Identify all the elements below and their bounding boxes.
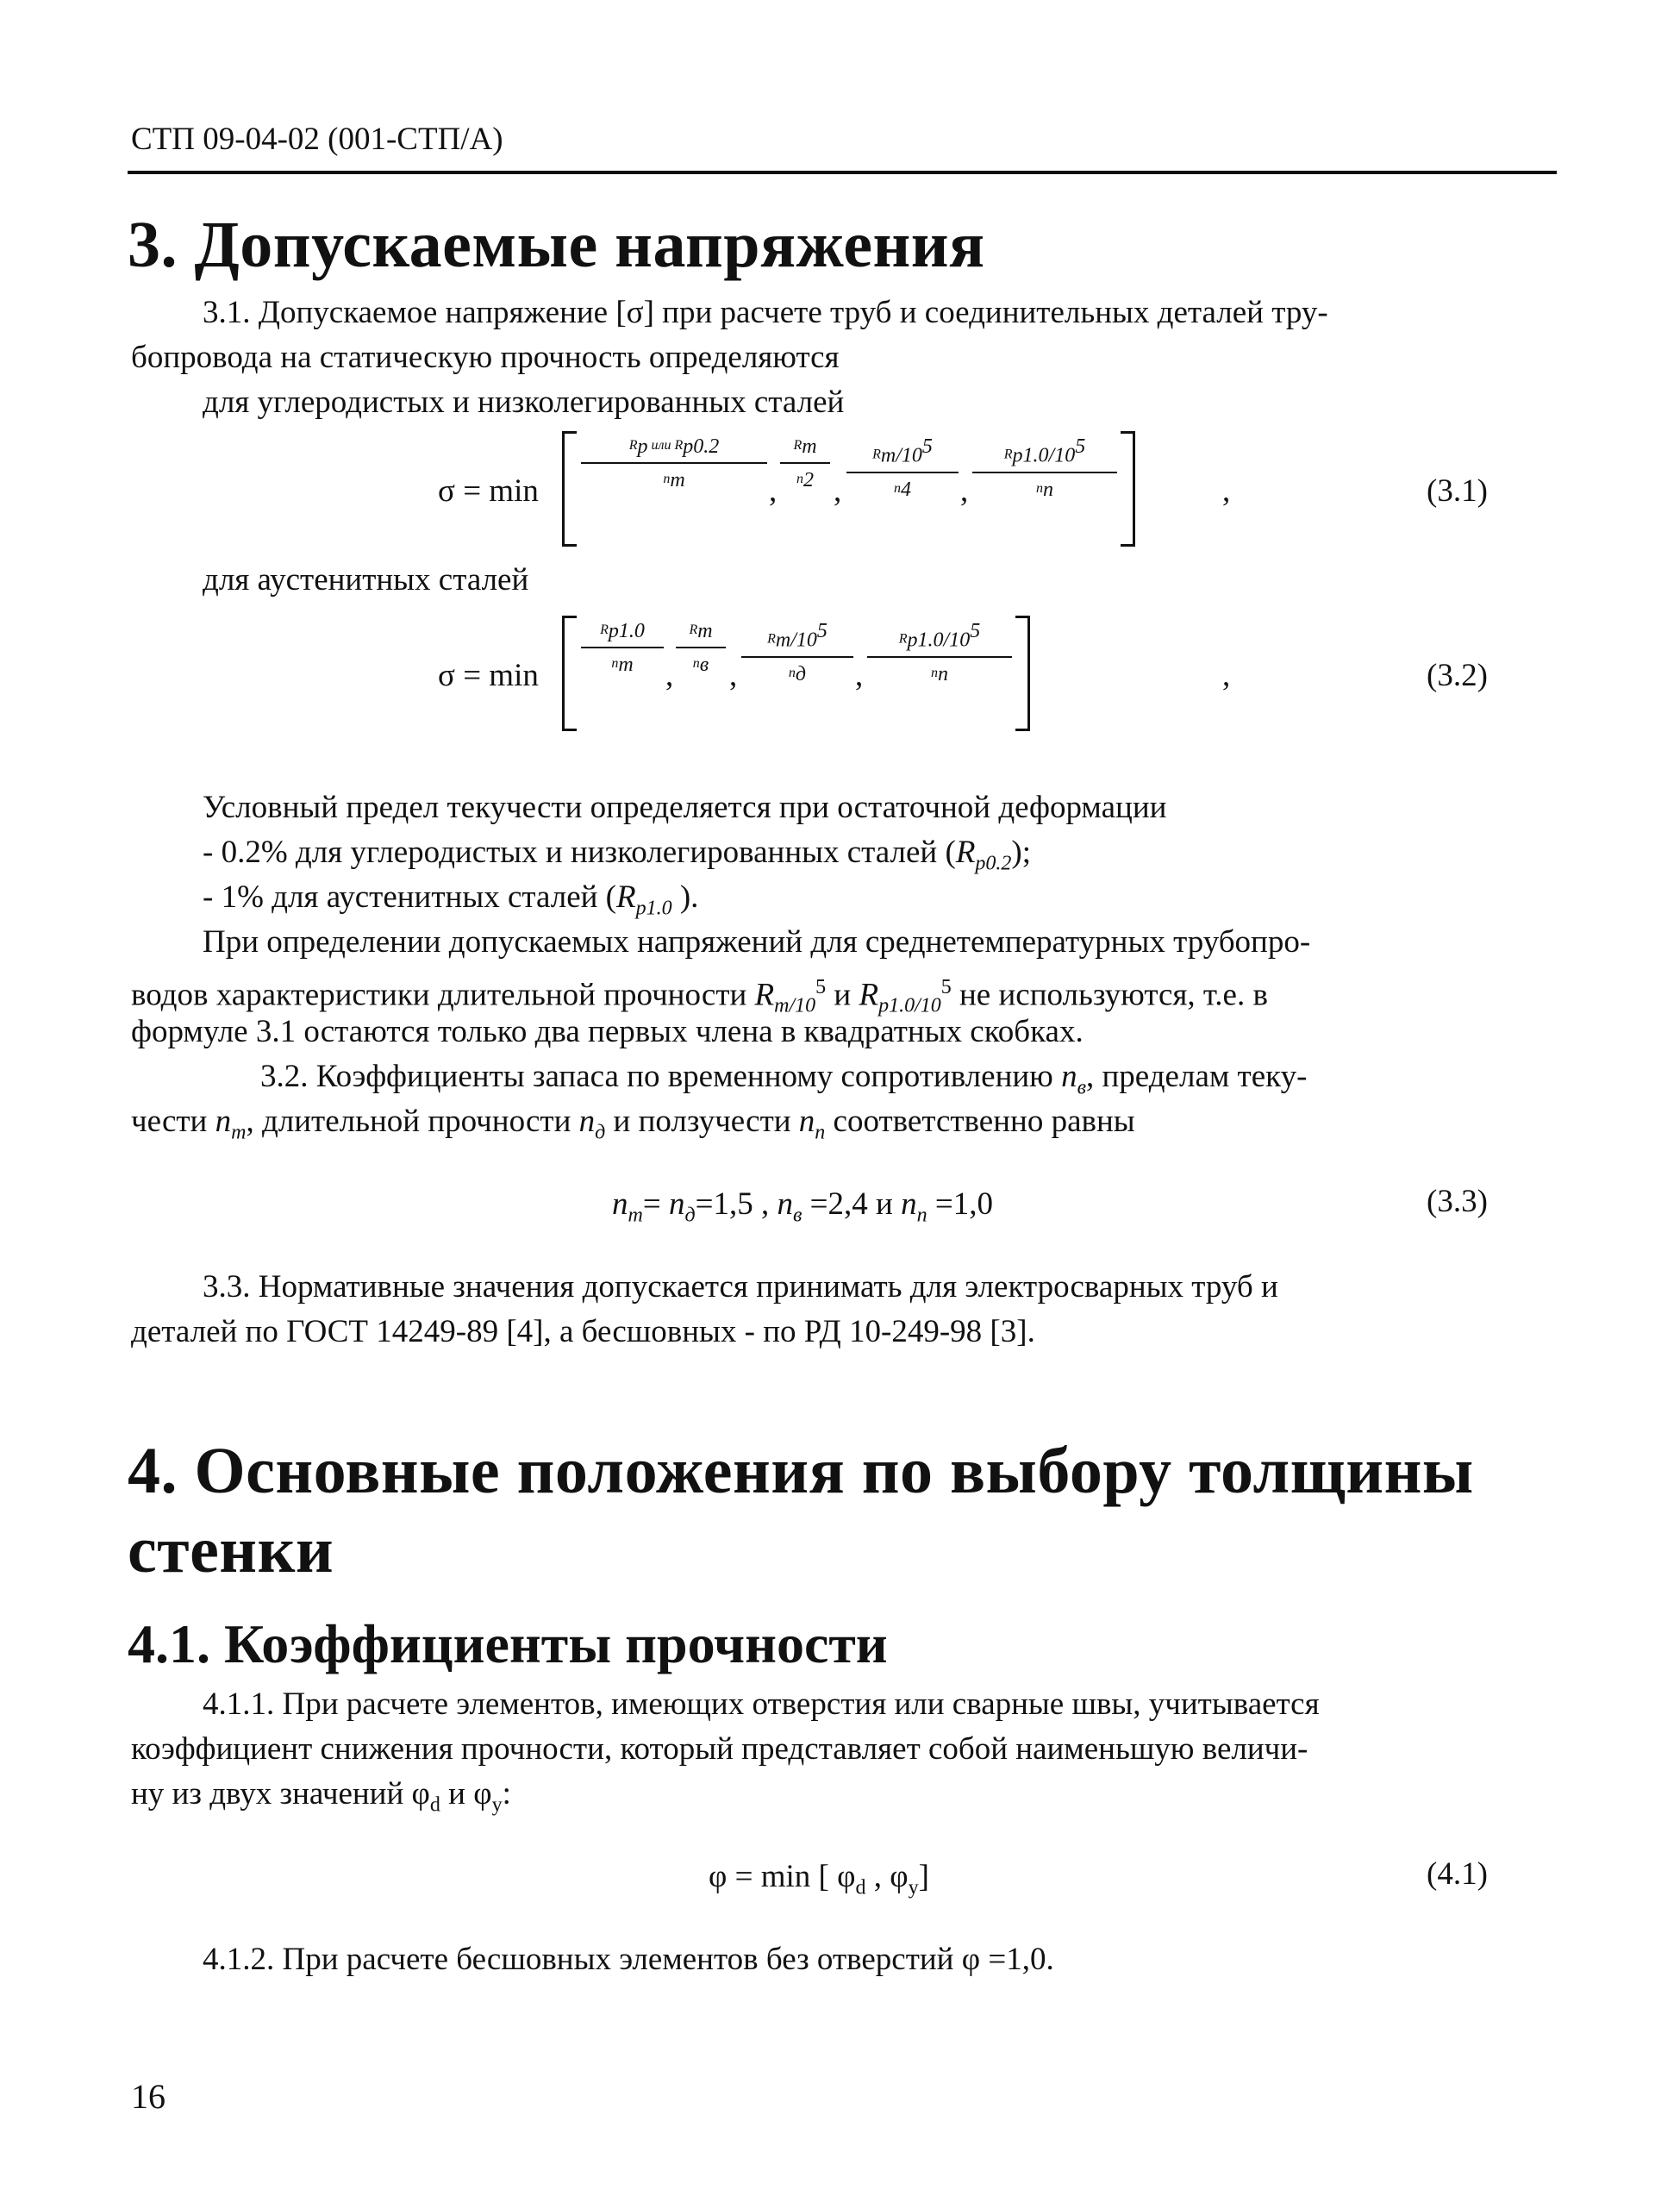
eq31-frac2: $R_m$ $n_2$	[780, 435, 830, 492]
yield-line3: - 1% для аустенитных сталей ($R_{p1.0}$ ).	[203, 879, 699, 920]
p33-line1: 3.3. Нормативные значения допускается принимать для электросварных труб и	[203, 1269, 1278, 1305]
p33-line2: деталей по ГОСТ 14249-89 [4], а бесшовных - по РД 10-249-98 [3].	[131, 1314, 1035, 1349]
section-3-title: 3. Допускаемые напряжения	[128, 209, 985, 281]
yield-line2: - 0.2% для углеродистых и низколегированных сталей $(R_{p0.2})$;	[203, 835, 1032, 875]
eq31-frac1: $R_p$ или $R_{p0.2}$ $n_т$	[581, 435, 767, 492]
p31-line4: для аустенитных сталей	[203, 562, 529, 598]
p412: 4.1.2. При расчете бесшовных элементов без отверстий φ =1,0.	[203, 1942, 1054, 1977]
p411-line1: 4.1.1. При расчете элементов, имеющих отверстия или сварные швы, учитывается	[203, 1686, 1320, 1722]
p31-line1: 3.1. Допускаемое напряжение [σ] при расчете труб и соединительных деталей тру-	[203, 295, 1328, 330]
p-mid-line3: формуле 3.1 остаются только два первых члена в квадратных скобках.	[131, 1014, 1084, 1049]
eq32-frac3: $R_{m/10}^5$ $n_д$	[741, 620, 853, 686]
yield-line1: Условный предел текучести определяется при остаточной деформации	[203, 790, 1167, 825]
p411-line3: ну из двух значений $\varphi_d$ и $\varphi_y$:	[131, 1776, 511, 1817]
eq32-bracket-left	[562, 616, 577, 731]
section-4-title-line2: стенки	[128, 1514, 334, 1586]
eq31-frac4: $R_{p1.0/10}^5$ $n_п$	[972, 435, 1117, 502]
equation-4-1: φ = min [ $\varphi_d$ , $\varphi_y$]	[709, 1859, 929, 1899]
eq41-number: (4.1)	[1427, 1856, 1488, 1892]
eq33-number: (3.3)	[1427, 1184, 1488, 1219]
p-mid-line2: водов характеристики длительной прочности $R_{m/10}^5$ и $R_{p1.0/10}^5$ не используются, т.е. в	[131, 976, 1268, 1017]
eq31-lhs: σ = min	[438, 473, 539, 509]
p31-line3: для углеродистых и низколегированных сталей	[203, 385, 845, 420]
p-mid-line1: При определении допускаемых напряжений для среднетемпературных трубопро-	[203, 924, 1311, 960]
eq31-frac3: $R_{m/10}^5$ $n_4$	[846, 435, 959, 502]
eq32-lhs: σ = min	[438, 658, 539, 693]
equation-3-3: $n_т= n_д=1,5$ , $n_в =2,4$ и $n_п =1,0$	[612, 1186, 993, 1227]
p31-line2: бопровода на статическую прочность определяются	[131, 340, 840, 375]
header-rule	[128, 171, 1557, 174]
eq32-frac2: $R_m$ $n_в$	[676, 620, 726, 677]
p32-line1: 3.2. Коэффициенты запаса по временному сопротивлению $n_в$, пределам теку-	[260, 1059, 1308, 1099]
eq31-bracket-left	[562, 431, 577, 547]
section-4-title-line1: 4. Основные положения по выбору толщины	[128, 1435, 1474, 1507]
eq31-bracket-right	[1121, 431, 1135, 547]
section-4-1-title: 4.1. Коэффициенты прочности	[128, 1613, 888, 1674]
p32-line2: чести $n_т$, длительной прочности $n_д$ и ползучести $n_п$ соответственно равны	[131, 1104, 1135, 1144]
p411-line2: коэффициент снижения прочности, который представляет собой наименьшую величи-	[131, 1731, 1308, 1767]
document-code: СТП 09-04-02 (001-СТП/А)	[131, 122, 503, 157]
eq32-frac1: $R_{p1.0}$ $n_т$	[581, 620, 664, 677]
eq32-frac4: $R_{p1.0/10}^5$ $n_п$	[867, 620, 1012, 686]
eq31-number: (3.1)	[1427, 473, 1488, 509]
eq32-bracket-right	[1015, 616, 1030, 731]
eq32-number: (3.2)	[1427, 658, 1488, 693]
page-number: 16	[131, 2077, 166, 2116]
document-page: СТП 09-04-02 (001-СТП/А) 3. Допускаемые напряжения 3.1. Допускаемое напряжение [σ] при расчете труб и соединительных деталей тру- бопровода на статическую прочность определяются для углеродистых и низколегированных сталей σ = min $R_p$ или $R_{p0.2}$ $n_т$ , $R_m$ $n_2$ , $R_{m/10}^5$ $n_4$ , $R_{p1.0/10}^5$ $n_п$ , (3.1) для аустенитных сталей σ = min $R_{p1.0}$ $n_т$ , $R_m$ $n_в$ , $R_{m/10}^5$ $n_д$ , $R_{p1.0/10}^5$ $n_п$ , (3.2) Условный предел текучести определяется при остаточной деформации - 0.2% для углеродистых и низколегированных сталей $(R_{p0.2})$; - 1% для аустенитных сталей ($R_{p1.0}$ ). При определении допускаемых напряжений для среднетемпературных трубопро- водов характеристики длительной прочности $R_{m/10}^5$ и $R_{p1.0/10}^5$ не используются, т.е. в формуле 3.1 остаются только два первых члена в квадратных скобках. 3.2. Коэффициенты запаса по временному сопротивлению $n_в$, пределам теку- чести $n_т$, длительной прочности $n_д$ и ползучести $n_п$ соответственно равны $n_т= n_д=1,5$ , $n_в =2,4$ и $n_п =1,0$ (3.3) 3.3. Нормативные значения допускается принимать для электросварных труб и деталей по ГОСТ 14249-89 [4], а бесшовных - по РД 10-249-98 [3]. 4. Основные положения по выбору толщины стенки 4.1. Коэффициенты прочности 4.1.1. При расчете элементов, имеющих отверстия или сварные швы, учитывается коэффициент снижения прочности, который представляет собой наименьшую величи- ну из двух значений $\varphi_d$ и $\varphi_y$: φ = min [ $\varphi_d$ , $\varphi_y$] (4.1) 4.1.2. При расчете бесшовных элементов без отверстий φ =1,0. 16	[0, 0, 1680, 2190]
